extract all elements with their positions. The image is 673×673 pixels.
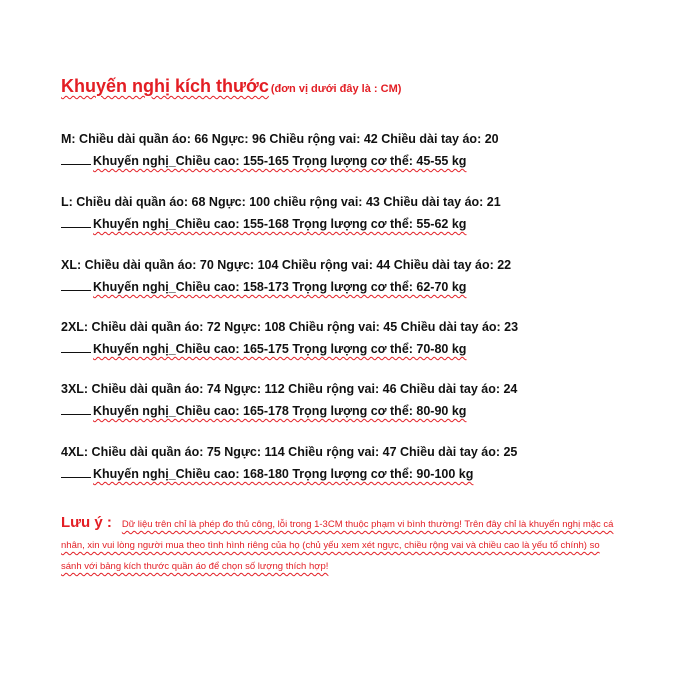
size-recommendation-row — [61, 463, 517, 485]
size-recommendation-row — [61, 213, 501, 235]
size-block-4xl — [61, 441, 517, 485]
size-measurements: 4XL: Chiều dài quần áo: 75 Ngực: 114 Chiều rộng vai: 47 Chiều dài tay áo: 25 — [61, 445, 518, 459]
size-recommendation: Khuyến nghị_Chiều cao: 165-175 Trọng lượng cơ thể: 70-80 kg — [93, 342, 467, 356]
size-block-xl — [61, 254, 511, 298]
title-unit: (đơn vị dưới đây là : CM) — [270, 83, 402, 95]
blank-underline — [61, 214, 91, 228]
page-title — [61, 76, 401, 97]
blank-underline — [61, 277, 91, 291]
size-recommendation: Khuyến nghị_Chiều cao: 165-178 Trọng lượng cơ thể: 80-90 kg — [93, 404, 467, 418]
size-recommendation: Khuyến nghị_Chiều cao: 155-168 Trọng lượng cơ thể: 55-62 kg — [93, 217, 467, 231]
size-measurements: 2XL: Chiều dài quần áo: 72 Ngực: 108 Chiều rộng vai: 45 Chiều dài tay áo: 23 — [61, 320, 519, 334]
size-measurements: M: Chiều dài quần áo: 66 Ngực: 96 Chiều rộng vai: 42 Chiều dài tay áo: 20 — [61, 132, 499, 146]
size-recommendation-row — [61, 276, 511, 298]
size-block-2xl — [61, 316, 518, 360]
blank-underline — [61, 151, 91, 165]
note-text: Dữ liệu trên chỉ là phép đo thủ công, lỗi trong 1-3CM thuộc phạm vi bình thường! Trên đây chỉ là khuyến nghị mặc cá nhân, xin vui lòng người mua theo tình hình riêng của họ (chủ yếu xem xét ngực, chiều rộng vai và chiều cao là yếu tố chính) so sánh với bảng kích thước quần áo để chọn số lượng thích hợp! — [61, 519, 614, 572]
blank-underline — [61, 464, 91, 478]
size-recommendation: Khuyến nghị_Chiều cao: 158-173 Trọng lượng cơ thể: 62-70 kg — [93, 280, 467, 294]
size-recommendation: Khuyến nghị_Chiều cao: 168-180 Trọng lượng cơ thể: 90-100 kg — [93, 467, 474, 481]
size-recommendation: Khuyến nghị_Chiều cao: 155-165 Trọng lượng cơ thể: 45-55 kg — [93, 154, 467, 168]
size-recommendation-row — [61, 338, 518, 360]
size-measurements: 3XL: Chiều dài quần áo: 74 Ngực: 112 Chiều rộng vai: 46 Chiều dài tay áo: 24 — [61, 382, 518, 396]
size-measurements: XL: Chiều dài quần áo: 70 Ngực: 104 Chiều rộng vai: 44 Chiều dài tay áo: 22 — [61, 258, 512, 272]
note-section — [61, 514, 621, 577]
blank-underline — [61, 401, 91, 415]
blank-underline — [61, 339, 91, 353]
note-label: Lưu ý : — [61, 514, 112, 531]
title-main: Khuyến nghị kích thước — [61, 76, 269, 96]
size-block-3xl — [61, 378, 517, 422]
size-recommendation-row — [61, 400, 517, 422]
size-block-m — [61, 128, 499, 172]
size-recommendation-row — [61, 150, 499, 172]
size-block-l — [61, 191, 501, 235]
size-measurements: L: Chiều dài quần áo: 68 Ngực: 100 chiều rộng vai: 43 Chiều dài tay áo: 21 — [61, 195, 501, 209]
